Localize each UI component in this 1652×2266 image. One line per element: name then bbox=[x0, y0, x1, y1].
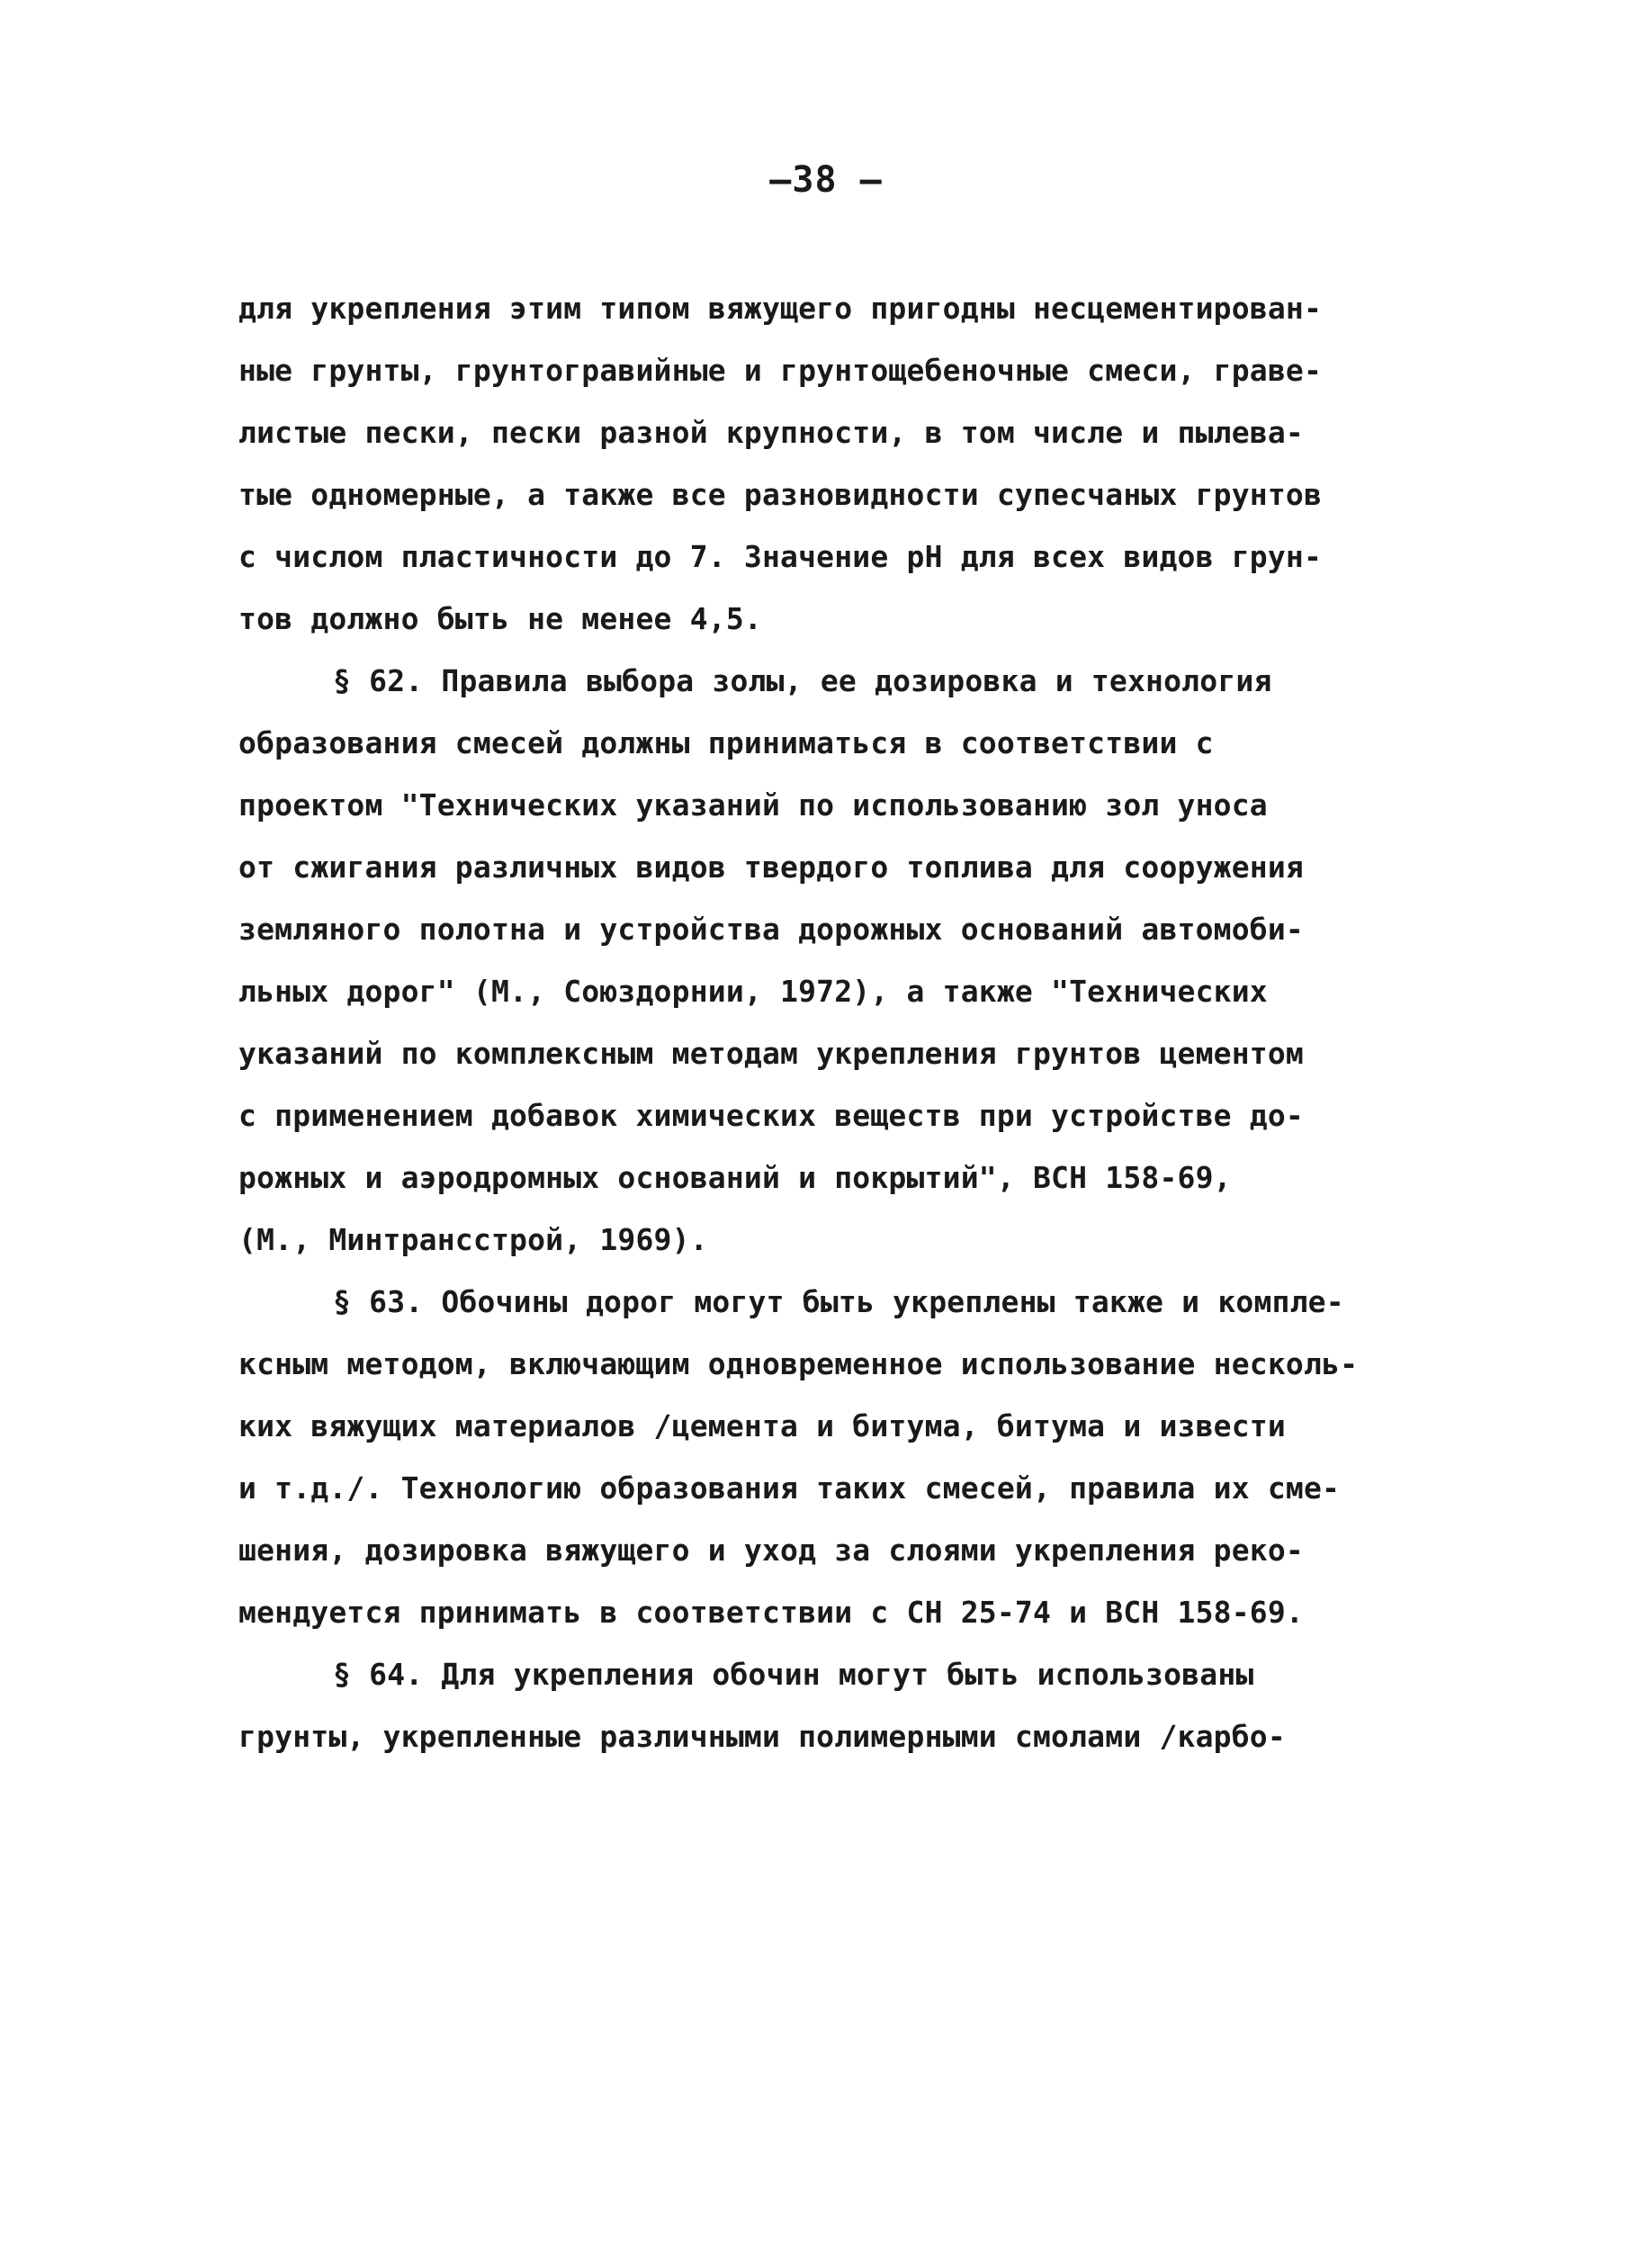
text-line: образования смесей должны приниматься в соответствии с bbox=[238, 725, 1214, 760]
text-line: для укрепления этим типом вяжущего пригодны несцементирован- bbox=[238, 291, 1323, 326]
text-line: ксным методом, включающим одновременное использование несколь- bbox=[238, 1346, 1359, 1381]
paragraph-62-start: § 62. Правила выбора золы, ее дозировка и технология bbox=[333, 663, 1272, 698]
text-line: с числом пластичности до 7. Значение pH для всех видов грун- bbox=[238, 539, 1323, 574]
body-text bbox=[238, 277, 1426, 1767]
text-line: мендуется принимать в соответствии с СН 25-74 и ВСН 158-69. bbox=[238, 1595, 1304, 1630]
text-line: ких вяжущих материалов /цемента и битума, битума и извести bbox=[238, 1408, 1286, 1443]
text-line: проектом "Технических указаний по использованию зол уноса bbox=[238, 787, 1268, 823]
text-line: ные грунты, грунтогравийные и грунтощебеночные смеси, граве- bbox=[238, 353, 1323, 388]
text-line: от сжигания различных видов твердого топлива для сооружения bbox=[238, 850, 1304, 885]
text-line: и т.д./. Технологию образования таких смесей, правила их сме- bbox=[238, 1470, 1341, 1506]
text-line: (М., Минтрансстрой, 1969). bbox=[238, 1222, 708, 1257]
text-line: земляного полотна и устройства дорожных оснований автомоби- bbox=[238, 912, 1304, 947]
text-line: тые одномерные, а также все разновидности супесчаных грунтов bbox=[238, 477, 1323, 512]
text-line: рожных и аэродромных оснований и покрытий", ВСН 158-69, bbox=[238, 1160, 1232, 1195]
text-line: шения, дозировка вяжущего и уход за слоями укрепления реко- bbox=[238, 1533, 1304, 1568]
text-line: листые пески, пески разной крупности, в том числе и пылева- bbox=[238, 415, 1304, 450]
text-line: льных дорог" (М., Союздорнии, 1972), а также "Технических bbox=[238, 974, 1268, 1009]
text-line: указаний по комплексным методам укрепления грунтов цементом bbox=[238, 1036, 1304, 1071]
text-line: грунты, укрепленные различными полимерными смолами /карбо- bbox=[238, 1719, 1286, 1754]
paragraph-63-start: § 63. Обочины дорог могут быть укреплены также и комплe- bbox=[333, 1284, 1344, 1319]
text-line: тов должно быть не менее 4,5. bbox=[238, 601, 762, 636]
text-line: с применением добавок химических веществ при устройстве до- bbox=[238, 1098, 1304, 1133]
page-number: –38 – bbox=[769, 159, 883, 201]
paragraph-64-start: § 64. Для укрепления обочин могут быть использованы bbox=[333, 1657, 1254, 1692]
